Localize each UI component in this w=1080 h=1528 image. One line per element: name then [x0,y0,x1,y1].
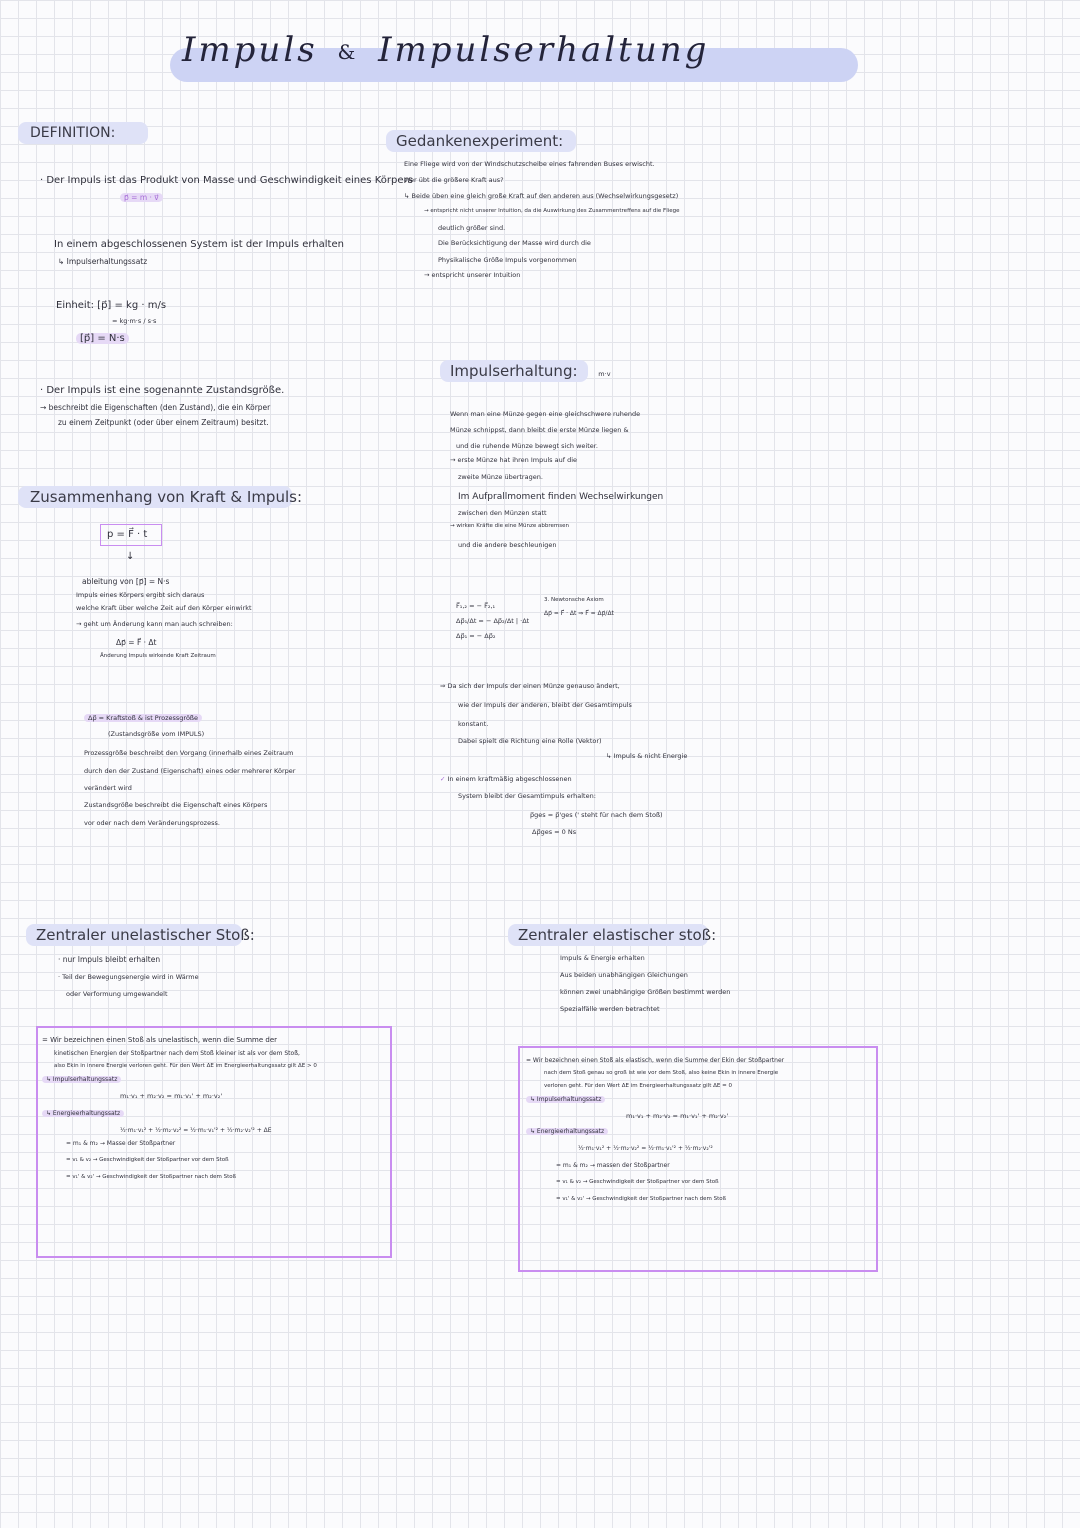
el-b2: nach dem Stoß genau so groß ist wie vor dem Stoß, also keine Ekin in innere Energie [544,1070,779,1076]
imp-c-6: ✓ In einem kraftmäßig abgeschlossenen [440,775,572,783]
imp-c-9: Δp⃗ges = 0 Ns [532,828,577,836]
imp-line-2: Münze schnippst, dann bleibt die erste Münze liegen & [450,426,629,434]
el-b8: = m₁ & m₂ → massen der Stoßpartner [556,1162,670,1169]
imp-c-7: System bleibt der Gesamtimpuls erhalten: [458,792,596,800]
imp-line-8: → wirken Kräfte die eine Münze abbremsen [450,523,570,529]
ged-line-2: Wer übt die größere Kraft aus? [404,176,504,184]
el-line-1: Impuls & Energie erhalten [560,954,645,962]
imp-line-1: Wenn man eine Münze gegen eine gleichschwere ruhende [450,410,641,418]
definition-line: · Der Impuls ist das Produkt von Masse und Geschwindigkeit eines Körpers [40,175,413,186]
imp-line-9: und die andere beschleunigen [458,541,557,549]
zus-line-4: → geht um Änderung kann man auch schreiben: [76,620,233,628]
ged-line-3: ↳ Beide üben eine gleich große Kraft auf den anderen aus (Wechselwirkungsgesetz) [404,192,679,200]
imp-c-4: Dabei spielt die Richtung eine Rolle (Vektor) [458,737,602,745]
elastisch-notes [560,952,730,1016]
unit-block [56,297,166,348]
unel-line-1: · nur Impuls bleibt erhalten [58,955,161,964]
unel-b5: m₁·v₁ + m₂·v₂ = m₁·v₁' + m₂·v₂' [120,1092,223,1100]
down-arrow: ↓ [126,551,135,562]
zus-line-6: (Zustandsgröße vom IMPULS) [108,730,205,738]
imp-eq-1: F⃗₁,₂ = − F⃗₂,₁ [456,602,496,610]
definition-heading: DEFINITION: [18,122,148,144]
el-line-2: Aus beiden unabhängigen Gleichungen [560,971,688,979]
gedanken-heading: Gedankenexperiment: [386,130,576,152]
unelastisch-heading: Zentraler unelastischer Stoß: [26,924,242,946]
unit-line: Einheit: [p⃗] = kg · m/s [56,300,167,311]
unelastisch-box [36,1026,392,1258]
imp-line-3: und die ruhende Münze bewegt sich weiter. [456,442,598,450]
title-left: Impuls [182,30,318,70]
unel-b1: = Wir bezeichnen einen Stoß als unelastisch, wenn die Summe der [42,1036,277,1044]
closed-system-block [54,236,344,269]
elastisch-heading: Zentraler elastischer stoß: [508,924,708,946]
impulserhaltung-equations [456,600,529,643]
el-b3: verloren geht. Für den Wert ΔE im Energieerhaltungssatz gilt ΔE = 0 [544,1083,732,1089]
unel-b8: = m₁ & m₂ → Masse der Stoßpartner [66,1140,176,1147]
unel-line-3: oder Verformung umgewandelt [66,990,168,998]
el-line-3: können zwei unabhängige Größen bestimmt werden [560,988,731,996]
zus-equation-labels: Änderung Impuls wirkende Kraft Zeitraum [100,653,216,659]
definition-block [40,172,413,205]
ged-line-8: → entspricht unserer Intuition [424,271,521,279]
imp-line-7: zwischen den Münzen statt [458,509,547,517]
el-b10: = v₁' & v₂' → Geschwindigkeit der Stoßpartner nach dem Stoß [556,1196,727,1202]
newton-title: 3. Newtonsche Axiom [544,597,604,603]
imp-eq-2: Δp⃗₁/Δt = − Δp⃗₂/Δt | ·Δt [456,617,530,625]
closed-sub: ↳ Impulserhaltungssatz [58,257,148,266]
imp-c-2: wie der Impuls der anderen, bleibt der Gesamtimpuls [458,701,632,709]
gedanken-block [404,158,680,282]
state-block [40,382,284,430]
state-line-1: · Der Impuls ist eine sogenannte Zustandsgröße. [40,385,285,396]
state-line-3: zu einem Zeitpunkt (oder über einem Zeitraum) besitzt. [58,418,269,427]
momentum-formula: p⃗ = m · v⃗ [120,190,413,205]
el-b6: ↳ Energieerhaltungssatz [526,1125,876,1138]
title-amp: & [337,40,359,64]
ged-line-6: Die Berücksichtigung der Masse wird durch die [438,239,591,247]
zusammenhang-block [76,574,252,663]
impulserhaltung-block [450,408,663,552]
ged-line-1: Eine Fliege wird von der Windschutzscheibe eines fahrenden Buses erwischt. [404,160,655,168]
el-b7: ½·m₁·v₁² + ½·m₂·v₂² = ½·m₁·v₁'² + ½·m₂·v₂'² [578,1145,713,1152]
impulserhaltung-conclusion [440,680,687,839]
el-b9: = v₁ & v₂ → Geschwindigkeit der Stoßpartner vor dem Stoß [556,1179,719,1185]
zus-line-7: Prozessgröße beschreibt den Vorgang (innerhalb eines Zeitraum [84,749,294,757]
unel-b9: = v₁ & v₂ → Geschwindigkeit der Stoßpartner vor dem Stoß [66,1157,229,1163]
unit-box: [p⃗] = N·s [76,330,166,348]
elastisch-box [518,1046,878,1272]
imp-line-5: zweite Münze übertragen. [458,473,543,481]
el-line-4: Spezialfälle werden betrachtet [560,1005,660,1013]
state-line-2: → beschreibt die Eigenschaften (den Zustand), die ein Körper [40,403,271,412]
unel-b6: ↳ Energieerhaltungssatz [42,1107,390,1120]
unit-sub: = kg·m·s / s·s [112,317,157,325]
imp-c-3: konstant. [458,720,489,728]
title-right: Impulserhaltung [378,30,710,70]
unel-b7: ½·m₁·v₁² + ½·m₂·v₂² = ½·m₁·v₁'² + ½·m₂·v₂'² + ΔE [120,1127,272,1134]
ged-line-5: deutlich größer sind. [438,224,506,232]
imp-c-8: p⃗ges = p⃗'ges (' steht für nach dem Stoß) [530,811,663,819]
zus-line-1: ableitung von [p⃗] = N·s [82,577,170,586]
zus-line-3: welche Kraft über welche Zeit auf den Körper einwirkt [76,604,252,612]
zus-line-2: Impuls eines Körpers ergibt sich daraus [76,591,205,599]
unel-b3: also Ekin in innere Energie verloren geht. Für den Wert ΔE im Energieerhaltungssatz gilt ΔE > 0 [54,1063,317,1069]
unel-b4: ↳ Impulserhaltungssatz [42,1073,390,1086]
closed-line: In einem abgeschlossenen System ist der Impuls erhalten [54,239,344,250]
check-icon: ✓ [440,775,448,783]
ged-line-4: → entspricht nicht unserer Intuition, da die Auswirkung des Zusammentreffens auf die Fliege [424,208,680,214]
page-title [182,30,709,70]
unel-b2: kinetischen Energien der Stoßpartner nach dem Stoß kleiner ist als vor dem Stoß, [54,1050,300,1057]
force-formula-box: p = F⃗ · t [100,524,162,546]
kraftstoss-block [84,712,295,830]
impulserhaltung-heading: Impulserhaltung: m·v [440,362,611,381]
imp-c-5: ↳ Impuls & nicht Energie [606,752,688,760]
el-b1: = Wir bezeichnen einen Stoß als elastisch, wenn die Summe der Ekin der Stoßpartner [526,1057,785,1064]
unelastisch-notes [58,952,199,1001]
newton-eq: Δp⃗ = F⃗ · Δt ⇒ F⃗ = Δp⃗/Δt [544,610,614,617]
imp-line-4: → erste Münze hat ihren Impuls auf die [450,456,578,464]
newton-note [544,594,614,620]
imp-c-1: ⇒ Da sich der Impuls der einen Münze genauso ändert, [440,682,620,690]
zusammenhang-heading: Zusammenhang von Kraft & Impuls: [18,486,292,508]
imp-eq-3: Δp⃗₁ = − Δp⃗₂ [456,632,496,640]
unel-b10: = v₁' & v₂' → Geschwindigkeit der Stoßpartner nach dem Stoß [66,1174,237,1180]
imp-line-6: Im Aufprallmoment finden Wechselwirkungen [458,492,664,502]
zus-line-5: Δp⃗ = Kraftstoß & ist Prozessgröße [84,712,295,725]
zus-line-8: durch den der Zustand (Eigenschaft) eines oder mehrerer Körper [84,767,296,775]
zus-line-10: Zustandsgröße beschreibt die Eigenschaft eines Körpers [84,801,268,809]
zus-equation: Δp⃗ = F⃗ · Δt [116,638,157,647]
zus-line-9: verändert wird [84,784,132,792]
zus-line-11: vor oder nach dem Veränderungsprozess. [84,819,220,827]
ged-line-7: Physikalische Größe Impuls vorgenommen [438,256,577,264]
el-b5: m₁·v₁ + m₂·v₂ = m₁·v₁' + m₂·v₂' [626,1112,729,1120]
el-b4: ↳ Impulserhaltungssatz [526,1093,876,1106]
unel-line-2: · Teil der Bewegungsenergie wird in Wärme [58,973,199,981]
